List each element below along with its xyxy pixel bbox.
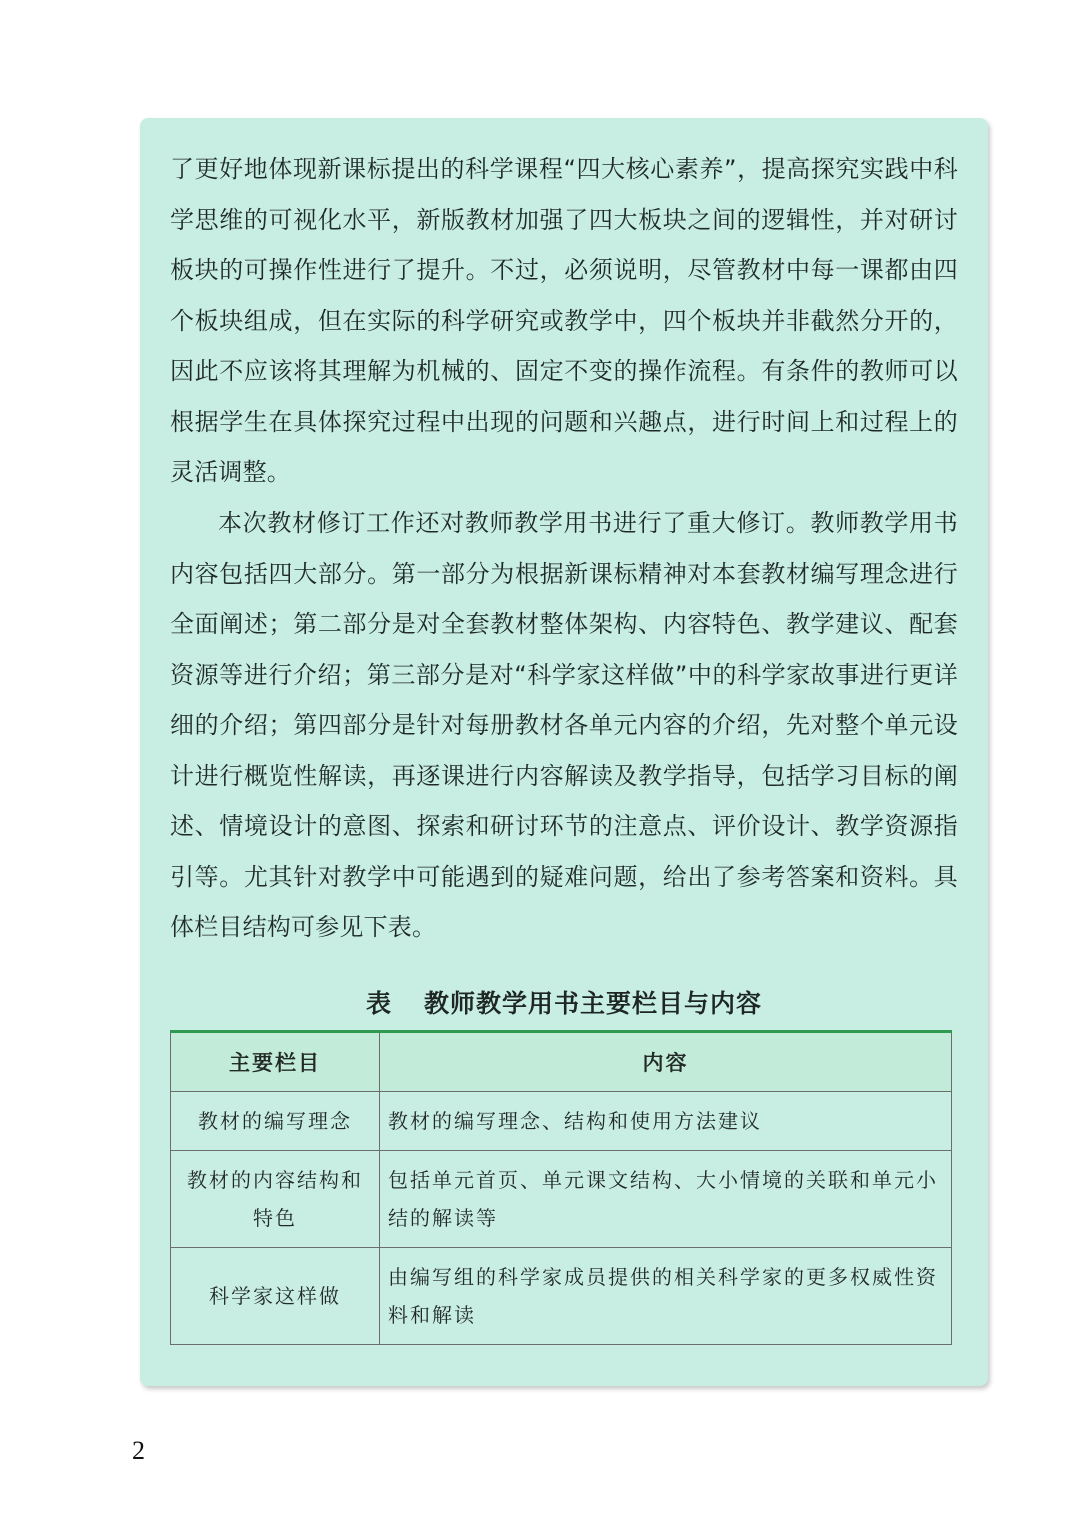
table-cell-content: 包括单元首页、单元课文结构、大小情境的关联和单元小结的解读等 [380,1151,952,1248]
table-caption [170,984,958,1020]
table-header-row [171,1032,952,1092]
table-cell-column: 教材的编写理念 [171,1092,380,1151]
table-label: 表 [365,989,392,1018]
table-row [171,1092,952,1151]
table-row [171,1151,952,1248]
content-panel [140,118,988,1386]
paragraph-2: 本次教材修订工作还对教师教学用书进行了重大修订。教师教学用书内容包括四大部分。第一部分为根据新课标精神对本套教材编写理念进行全面阐述；第二部分是对全套教材整体架构、内容特色、教学建议、配套资源等进行介绍；第三部分是对“科学家这样做”中的科学家故事进行更详细的介绍；第四部分是针对每册教材各单元内容的介绍，先对整个单元设计进行概览性解读，再逐课进行内容解读及教学指导，包括学习目标的阐述、情境设计的意图、探索和研讨环节的注意点、评价设计、教学资源指引等。尤其针对教学中可能遇到的疑难问题，给出了参考答案和资料。具体栏目结构可参见下表。 [170,509,958,941]
paragraph-1: 了更好地体现新课标提出的科学课程“四大核心素养”，提高探究实践中科学思维的可视化水平，新版教材加强了四大板块之间的逻辑性，并对研讨板块的可操作性进行了提升。不过，必须说明，尽管教材中每一课都由四个板块组成，但在实际的科学研究或教学中，四个板块并非截然分开的，因此不应该将其理解为机械的、固定不变的操作流程。有条件的教师可以根据学生在具体探究过程中出现的问题和兴趣点，进行时间上和过程上的灵活调整。 [170,155,958,486]
table-cell-column: 科学家这样做 [171,1248,380,1345]
table-row [171,1248,952,1345]
table-cell-column: 教材的内容结构和特色 [171,1151,380,1248]
table-cell-content: 由编写组的科学家成员提供的相关科学家的更多权威性资料和解读 [380,1248,952,1345]
header-content: 内容 [380,1032,952,1092]
page-number: 2 [132,1436,145,1465]
table-title: 教师教学用书主要栏目与内容 [424,989,763,1018]
table-cell-content: 教材的编写理念、结构和使用方法建议 [380,1092,952,1151]
columns-table [170,1030,952,1345]
header-main-column: 主要栏目 [171,1032,380,1092]
